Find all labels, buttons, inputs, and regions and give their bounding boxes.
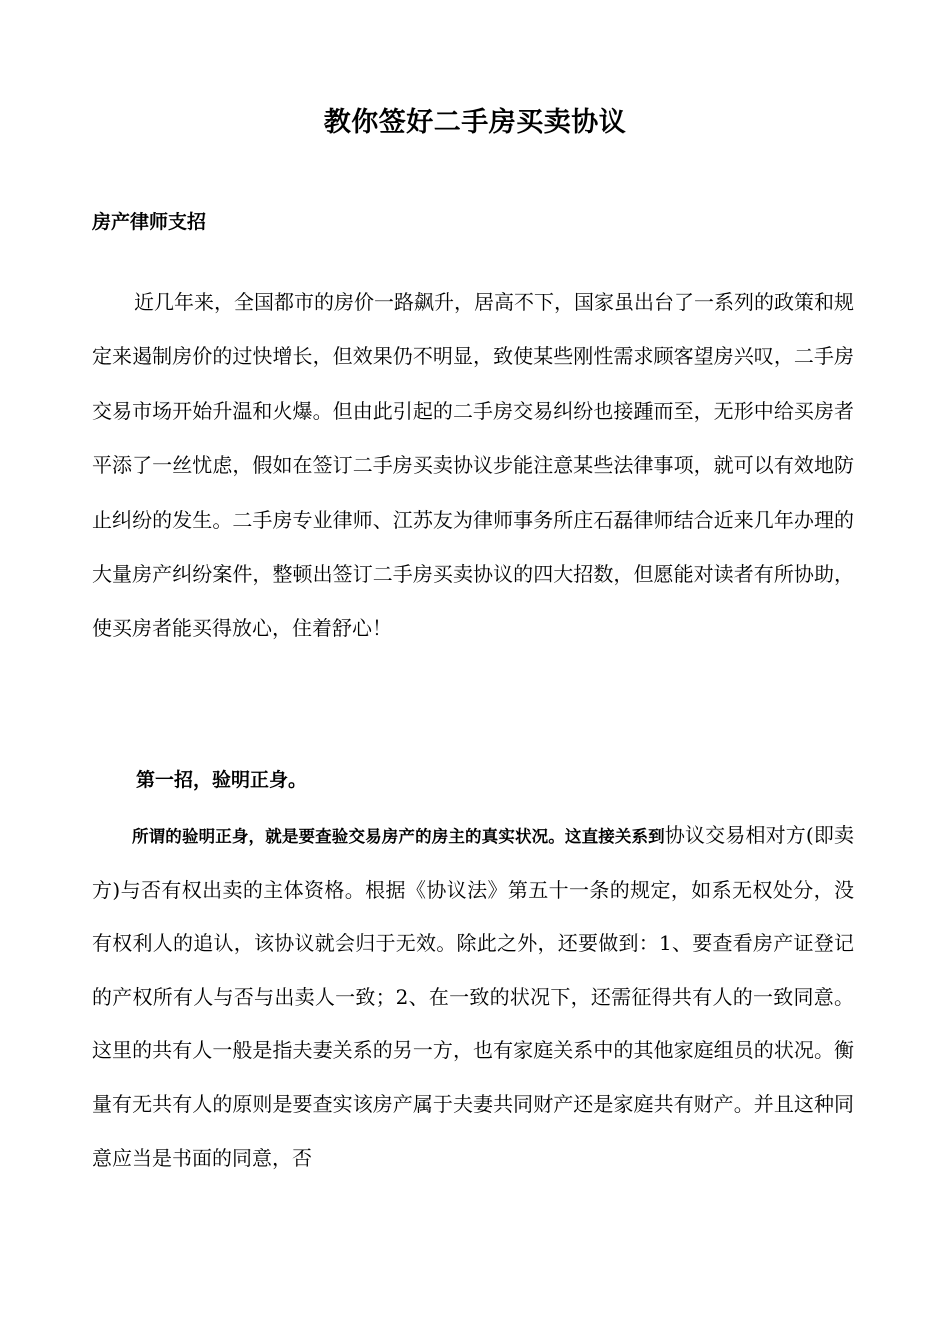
- section-body-text: 协议交易相对方(即卖方)与否有权出卖的主体资格。根据《协议法》第五十一条的规定，如系无权处分，没有权利人的追认，该协议就会归于无效。除此之外，还要做到：1、要查看房产证登记的产权所有人与否与出卖人一致；2、在一致的状况下，还需征得共有人的一致同意。这里的共有人一般是指夫妻关系的另一方，也有家庭关系中的其他家庭组员的状况。衡量有无共有人的原则是要查实该房产属于夫妻共同财产还是家庭共有财产。并且这种同意应当是书面的同意，否: [92, 823, 855, 1170]
- document-subtitle: 房产律师支招: [92, 211, 207, 233]
- section-paragraph-first-tip: [92, 809, 854, 1185]
- section-lead-bold-text: 所谓的验明正身，就是要查验交易房产的房主的真实状况。这直接关系到: [132, 827, 665, 846]
- document-title: 教你签好二手房买卖协议: [323, 107, 627, 138]
- intro-paragraph: 近几年来，全国都市的房价一路飙升，居高不下，国家虽出台了一系列的政策和规定来遏制房价的过快增长，但效果仍不明显，致使某些刚性需求顾客望房兴叹，二手房交易市场开始升温和火爆。但由此引起的二手房交易纠纷也接踵而至，无形中给买房者平添了一丝忧虑，假如在签订二手房买卖协议步能注意某些法律事项，就可以有效地防止纠纷的发生。二手房专业律师、江苏友为律师事务所庄石磊律师结合近来几年办理的大量房产纠纷案件，整顿出签订二手房买卖协议的四大招数，但愿能对读者有所协助，使买房者能买得放心，住着舒心！: [92, 290, 854, 641]
- section-heading-first-tip: 第一招，验明正身。: [136, 769, 308, 791]
